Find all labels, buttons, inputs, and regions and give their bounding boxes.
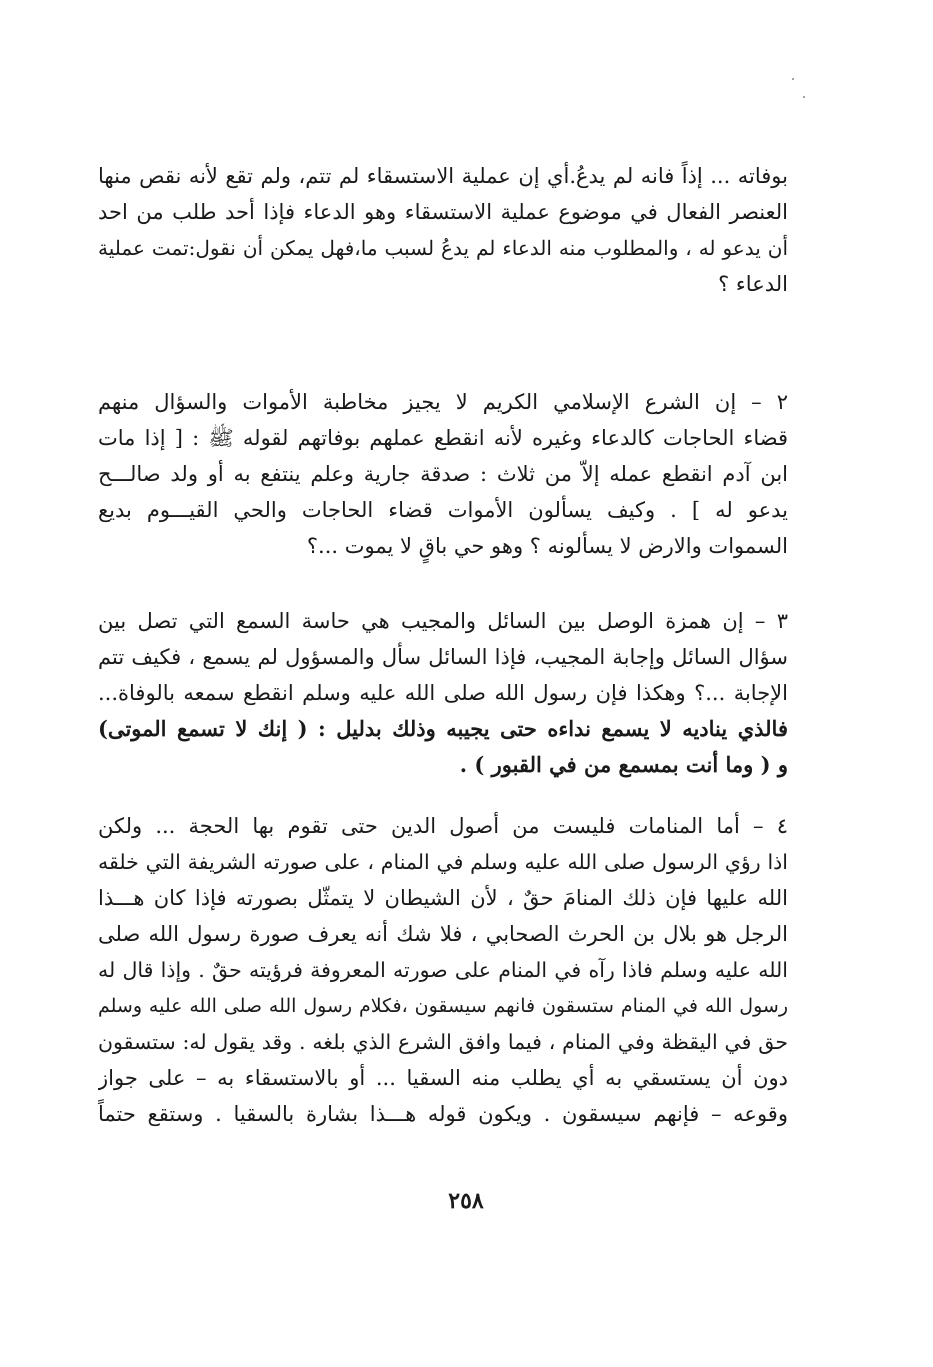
- text-line: أن يدعو له ، والمطلوب منه الدعاء لم يدعُ لسبب ما،فهل يمكن أن نقول:تمت عملية: [98, 236, 788, 260]
- scan-speck: [803, 96, 805, 98]
- text-line: حق في اليقظة وفي المنام ، فيما وافق الشرع الذي بلغه . وقد يقول له: ستسقون: [98, 1030, 788, 1054]
- scan-speck: [792, 78, 794, 80]
- text-line: يدعو له ] . وكيف يسألون الأموات قضاء الحاجات والحي القيـــوم بديع: [98, 498, 788, 522]
- paragraph-3: [98, 603, 788, 783]
- text-line: الرجل هو بلال بن الحرث الصحابي ، فلا شك أنه يعرف صورة رسول الله صلى: [98, 922, 788, 946]
- text-line: بوفاته ... إذاً فانه لم يدعُ.أي إن عملية الاستسقاء لم تتم، ولم تقع لأنه نقص منها: [98, 164, 788, 188]
- text-line: فالذي يناديه لا يسمع نداءه حتى يجيبه وذلك بدليل : ( إنك لا تسمع الموتى): [98, 716, 788, 741]
- text-line: ٣ – إن همزة الوصل بين السائل والمجيب هي حاسة السمع التي تصل بين: [98, 609, 788, 633]
- text-line: ٤ – أما المنامات فليست من أصول الدين حتى تقوم بها الحجة ... ولكن: [98, 814, 788, 838]
- text-line: قضاء الحاجات كالدعاء وغيره لأنه انقطع عملهم بوفاتهم لقوله ﷺ : [ إذا مات: [98, 426, 788, 450]
- text-line: الله عليها فإن ذلك المنامَ حقٌ ، لأن الشيطان لا يتمثّل بصورته فإذا كان هـــذا: [98, 886, 788, 910]
- text-line: السموات والارض لا يسألونه ؟ وهو حي باقٍ لا يموت ...؟: [306, 534, 788, 558]
- page-number: ٢٥٨: [448, 1188, 484, 1214]
- text-line: الله عليه وسلم فاذا رآه في المنام على صورته المعروفة فرؤيته حقٌ . وإذا قال له: [98, 958, 788, 982]
- text-line: العنصر الفعال في موضوع عملية الاستسقاء وهو الدعاء فإذا أحد طلب من احد: [98, 200, 788, 224]
- paragraph-4: [98, 808, 788, 1132]
- text-line: ٢ – إن الشرع الإسلامي الكريم لا يجيز مخاطبة الأموات والسؤال منهم: [98, 390, 788, 414]
- text-line: اذا رؤي الرسول صلى الله عليه وسلم في المنام ، على صورته الشريفة التي خلقه: [98, 850, 788, 874]
- text-line: سؤال السائل وإجابة المجيب، فإذا السائل سأل والمسؤول لم يسمع ، فكيف تتم: [98, 645, 788, 669]
- text-line: الدعاء ؟: [718, 272, 788, 296]
- paragraph-2: [98, 384, 788, 564]
- text-line: رسول الله في المنام ستسقون فانهم سيسقون ،فكلام رسول الله صلى الله عليه وسلم: [98, 995, 788, 1017]
- text-line: وقوعه – فإنهم سيسقون . ويكون قوله هـــذا بشارة بالسقيا . وستقع حتماً: [98, 1102, 788, 1126]
- text-line: و ( وما أنت بمسمع من في القبور ) .: [459, 752, 788, 777]
- text-line: ابن آدم انقطع عمله إلاّ من ثلاث : صدقة جارية وعلم ينتفع به أو ولد صالـــح: [98, 462, 788, 486]
- paragraph-1: [98, 158, 788, 302]
- text-line: دون أن يستسقي به أي يطلب منه السقيا ... أو بالاستسقاء به – على جواز: [98, 1066, 788, 1090]
- text-line: الإجابة ...؟ وهكذا فإن رسول الله صلى الله عليه وسلم انقطع سمعه بالوفاة...: [98, 681, 788, 705]
